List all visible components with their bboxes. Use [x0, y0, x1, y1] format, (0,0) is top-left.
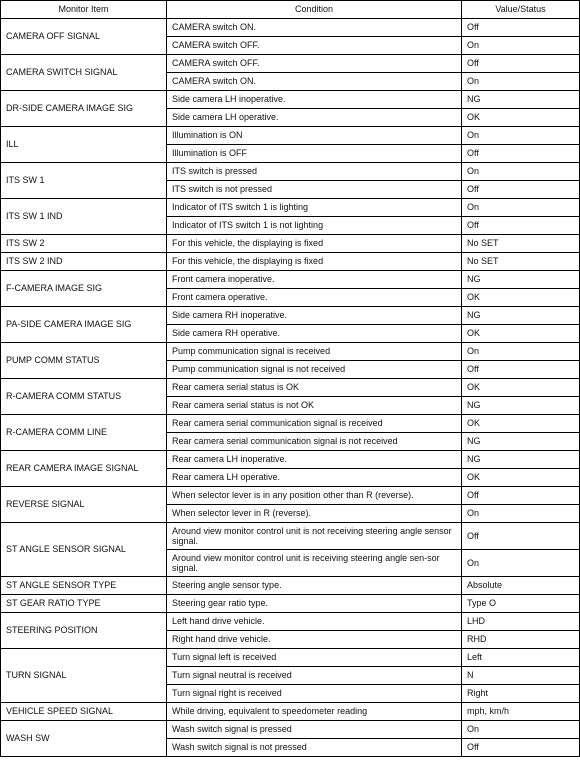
header-row — [1, 1, 580, 19]
value-status-cell: Off — [462, 523, 580, 550]
value-status-cell: NG — [462, 307, 580, 325]
table-row — [1, 163, 580, 181]
value-status-cell: OK — [462, 325, 580, 343]
table-row — [1, 649, 580, 667]
condition-cell: Around view monitor control unit is receiving steering angle sen-sor signal. — [167, 550, 462, 577]
value-status-cell: Off — [462, 739, 580, 757]
table-row — [1, 577, 580, 595]
condition-cell: CAMERA switch OFF. — [167, 55, 462, 73]
value-status-cell: RHD — [462, 631, 580, 649]
condition-cell: Side camera RH operative. — [167, 325, 462, 343]
table-row — [1, 91, 580, 109]
condition-cell: Side camera RH inoperative. — [167, 307, 462, 325]
table-row — [1, 127, 580, 145]
monitor-item-cell: ST GEAR RATIO TYPE — [1, 595, 167, 613]
condition-cell: While driving, equivalent to speedometer reading — [167, 703, 462, 721]
condition-cell: Side camera LH inoperative. — [167, 91, 462, 109]
value-status-cell: Off — [462, 145, 580, 163]
monitor-item-cell: WASH SW — [1, 721, 167, 757]
monitor-item-cell: R-CAMERA COMM STATUS — [1, 379, 167, 415]
condition-cell: For this vehicle, the displaying is fixed — [167, 253, 462, 271]
monitor-item-cell: ITS SW 2 IND — [1, 253, 167, 271]
value-status-cell: Absolute — [462, 577, 580, 595]
condition-cell: CAMERA switch OFF. — [167, 37, 462, 55]
table-row — [1, 235, 580, 253]
header-monitor-item: Monitor Item — [1, 1, 167, 19]
monitor-item-cell: ITS SW 2 — [1, 235, 167, 253]
monitor-item-cell: R-CAMERA COMM LINE — [1, 415, 167, 451]
condition-cell: Rear camera serial communication signal is not received — [167, 433, 462, 451]
condition-cell: Pump communication signal is received — [167, 343, 462, 361]
table-row — [1, 721, 580, 739]
value-status-cell: OK — [462, 415, 580, 433]
value-status-cell: LHD — [462, 613, 580, 631]
value-status-cell: NG — [462, 451, 580, 469]
condition-cell: Pump communication signal is not received — [167, 361, 462, 379]
condition-cell: ITS switch is pressed — [167, 163, 462, 181]
monitor-item-cell: PUMP COMM STATUS — [1, 343, 167, 379]
condition-cell: When selector lever in R (reverse). — [167, 505, 462, 523]
condition-cell: For this vehicle, the displaying is fixed — [167, 235, 462, 253]
condition-cell: Around view monitor control unit is not receiving steering angle sensor signal. — [167, 523, 462, 550]
table-row — [1, 271, 580, 289]
table-row — [1, 343, 580, 361]
table-row — [1, 19, 580, 37]
condition-cell: Turn signal neutral is received — [167, 667, 462, 685]
value-status-cell: Off — [462, 181, 580, 199]
table-row — [1, 595, 580, 613]
table-row — [1, 613, 580, 631]
condition-cell: Wash switch signal is pressed — [167, 721, 462, 739]
condition-cell: ITS switch is not pressed — [167, 181, 462, 199]
header-value-status: Value/Status — [462, 1, 580, 19]
monitor-item-cell: ST ANGLE SENSOR SIGNAL — [1, 523, 167, 577]
value-status-cell: Off — [462, 19, 580, 37]
value-status-cell: On — [462, 721, 580, 739]
table-row — [1, 703, 580, 721]
condition-cell: Rear camera serial communication signal is received — [167, 415, 462, 433]
condition-cell: Indicator of ITS switch 1 is not lighting — [167, 217, 462, 235]
condition-cell: Left hand drive vehicle. — [167, 613, 462, 631]
condition-cell: Front camera operative. — [167, 289, 462, 307]
value-status-cell: Right — [462, 685, 580, 703]
table-row — [1, 523, 580, 550]
condition-cell: When selector lever is in any position other than R (reverse). — [167, 487, 462, 505]
condition-cell: Wash switch signal is not pressed — [167, 739, 462, 757]
condition-cell: CAMERA switch ON. — [167, 73, 462, 91]
table-row — [1, 415, 580, 433]
monitor-item-cell: TURN SIGNAL — [1, 649, 167, 703]
condition-cell: Side camera LH operative. — [167, 109, 462, 127]
value-status-cell: On — [462, 163, 580, 181]
condition-cell: Rear camera serial status is OK — [167, 379, 462, 397]
value-status-cell: On — [462, 343, 580, 361]
condition-cell: Indicator of ITS switch 1 is lighting — [167, 199, 462, 217]
table-row — [1, 55, 580, 73]
value-status-cell: No SET — [462, 235, 580, 253]
condition-cell: Right hand drive vehicle. — [167, 631, 462, 649]
monitor-item-cell: ITS SW 1 IND — [1, 199, 167, 235]
value-status-cell: Off — [462, 361, 580, 379]
header-condition: Condition — [167, 1, 462, 19]
condition-cell: Illumination is OFF — [167, 145, 462, 163]
value-status-cell: NG — [462, 433, 580, 451]
value-status-cell: On — [462, 37, 580, 55]
value-status-cell: NG — [462, 91, 580, 109]
value-status-cell: On — [462, 73, 580, 91]
monitor-item-cell: F-CAMERA IMAGE SIG — [1, 271, 167, 307]
monitor-item-cell: CAMERA OFF SIGNAL — [1, 19, 167, 55]
monitor-item-cell: ITS SW 1 — [1, 163, 167, 199]
table-row — [1, 253, 580, 271]
value-status-cell: OK — [462, 469, 580, 487]
table-header — [1, 1, 580, 19]
condition-cell: Steering angle sensor type. — [167, 577, 462, 595]
condition-cell: Illumination is ON — [167, 127, 462, 145]
monitor-item-cell: REVERSE SIGNAL — [1, 487, 167, 523]
value-status-cell: On — [462, 199, 580, 217]
value-status-cell: Off — [462, 217, 580, 235]
condition-cell: Steering gear ratio type. — [167, 595, 462, 613]
condition-cell: Front camera inoperative. — [167, 271, 462, 289]
value-status-cell: Left — [462, 649, 580, 667]
monitor-item-cell: PA-SIDE CAMERA IMAGE SIG — [1, 307, 167, 343]
table-row — [1, 307, 580, 325]
condition-cell: CAMERA switch ON. — [167, 19, 462, 37]
table-body — [1, 19, 580, 757]
value-status-cell: On — [462, 505, 580, 523]
value-status-cell: No SET — [462, 253, 580, 271]
value-status-cell: N — [462, 667, 580, 685]
condition-cell: Turn signal left is received — [167, 649, 462, 667]
value-status-cell: NG — [462, 397, 580, 415]
condition-cell: Rear camera LH operative. — [167, 469, 462, 487]
condition-cell: Turn signal right is received — [167, 685, 462, 703]
table-row — [1, 487, 580, 505]
value-status-cell: NG — [462, 271, 580, 289]
value-status-cell: Off — [462, 55, 580, 73]
monitor-item-cell: DR-SIDE CAMERA IMAGE SIG — [1, 91, 167, 127]
condition-cell: Rear camera LH inoperative. — [167, 451, 462, 469]
monitor-item-cell: ILL — [1, 127, 167, 163]
condition-cell: Rear camera serial status is not OK — [167, 397, 462, 415]
monitor-item-cell: CAMERA SWITCH SIGNAL — [1, 55, 167, 91]
value-status-cell: On — [462, 127, 580, 145]
value-status-cell: Type O — [462, 595, 580, 613]
value-status-cell: OK — [462, 289, 580, 307]
table-row — [1, 379, 580, 397]
value-status-cell: On — [462, 550, 580, 577]
monitor-item-cell: VEHICLE SPEED SIGNAL — [1, 703, 167, 721]
monitor-item-cell: ST ANGLE SENSOR TYPE — [1, 577, 167, 595]
monitor-item-cell: REAR CAMERA IMAGE SIGNAL — [1, 451, 167, 487]
value-status-cell: OK — [462, 109, 580, 127]
value-status-cell: mph, km/h — [462, 703, 580, 721]
table-row — [1, 199, 580, 217]
value-status-cell: OK — [462, 379, 580, 397]
monitor-item-cell: STEERING POSITION — [1, 613, 167, 649]
table-row — [1, 451, 580, 469]
value-status-cell: Off — [462, 487, 580, 505]
